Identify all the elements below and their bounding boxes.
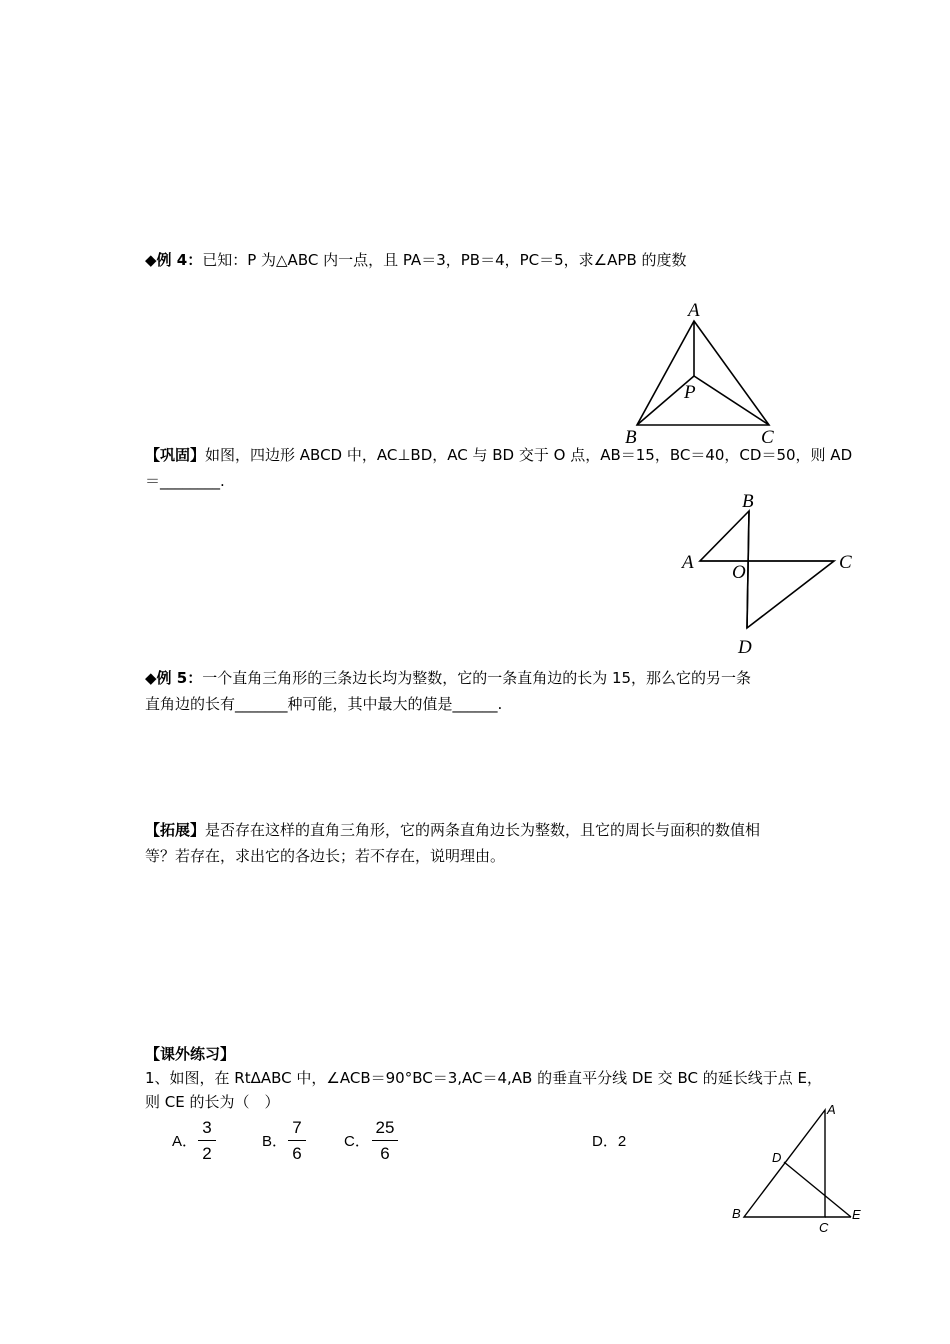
quadrilateral-abcd-figure: [675, 488, 865, 660]
label-e: E: [852, 1207, 861, 1222]
extension-text1: 是否存在这样的直角三角形，它的两条直角边长为整数，且它的周长与面积的数值相: [205, 821, 761, 839]
label-a: A: [688, 300, 700, 321]
label-o: O: [732, 562, 746, 583]
label-c: C: [839, 552, 852, 573]
option-a-fraction: [198, 1118, 216, 1164]
extension-line2: 等？若存在，求出它的各边长；若不存在，说明理由。: [145, 847, 506, 865]
label-c: C: [819, 1220, 829, 1235]
option-a-label: A．: [172, 1133, 198, 1150]
label-d: D: [738, 637, 752, 658]
triangle-abc-p-figure: [615, 298, 785, 448]
option-c-denominator: 6: [380, 1144, 390, 1163]
example5-label: ◆例 5：: [145, 669, 203, 687]
option-c-fraction: [372, 1118, 398, 1164]
homework-q1-line2: 则 CE 的长为（ ）: [145, 1093, 280, 1111]
extension-label: 【拓展】: [145, 821, 206, 839]
option-b-numerator: 7: [292, 1118, 302, 1137]
example4-line: [145, 250, 687, 270]
triangle-abc: [744, 1110, 825, 1217]
label-b: B: [625, 427, 637, 448]
label-a: A: [827, 1102, 836, 1117]
triangle-abc: [637, 321, 769, 425]
perpendicular-bisector-de: [784, 1162, 851, 1217]
option-b-label: B．: [262, 1133, 288, 1150]
extension-line1: [145, 820, 760, 840]
label-d: D: [772, 1150, 782, 1165]
homework-q1-line1: 1、如图，在 RtΔABC 中，∠ACB＝90°BC＝3,AC＝4,AB 的垂直平分线 DE 交 BC 的延长线于点 E，: [145, 1069, 822, 1087]
fraction-bar: [198, 1140, 216, 1141]
quadrilateral-abcd: [700, 511, 834, 628]
consolidation-line1: [145, 445, 852, 465]
consolidation-label: 【巩固】: [145, 446, 206, 464]
consolidation-text1: 如图，四边形 ABCD 中，AC⊥BD，AC 与 BD 交于 O 点，AB＝15，BC＝40，CD＝50，则 AD: [205, 446, 853, 464]
label-a: A: [682, 552, 694, 573]
example5-text1: 一个直角三角形的三条边长均为整数，它的一条直角边的长为 15，那么它的另一条: [202, 669, 752, 687]
example5-line1: [145, 668, 751, 688]
diagonal-bd: [747, 511, 749, 628]
label-c: C: [761, 427, 774, 448]
label-b: B: [732, 1206, 741, 1221]
label-p: P: [684, 382, 696, 403]
option-c-numerator: 25: [375, 1118, 395, 1137]
right-triangle-figure: [725, 1095, 870, 1235]
label-b: B: [742, 491, 754, 512]
option-c-label: C．: [344, 1133, 370, 1150]
segment-pc: [694, 376, 769, 425]
example4-text: 已知：P 为△ABC 内一点，且 PA＝3，PB＝4，PC＝5，求∠APB 的度数: [202, 251, 687, 269]
fraction-bar: [288, 1140, 306, 1141]
example4-label: ◆例 4：: [145, 251, 203, 269]
option-a-denominator: 2: [202, 1144, 212, 1163]
option-d: D．2: [592, 1133, 627, 1150]
consolidation-line2: ＝________.: [145, 472, 225, 490]
option-a-numerator: 3: [202, 1118, 212, 1137]
fraction-bar: [372, 1140, 398, 1141]
example5-line2: 直角边的长有_______种可能，其中最大的值是______.: [145, 695, 503, 713]
homework-heading: 【课外练习】: [145, 1045, 236, 1063]
option-b-denominator: 6: [292, 1144, 302, 1163]
option-b-fraction: [288, 1118, 306, 1164]
